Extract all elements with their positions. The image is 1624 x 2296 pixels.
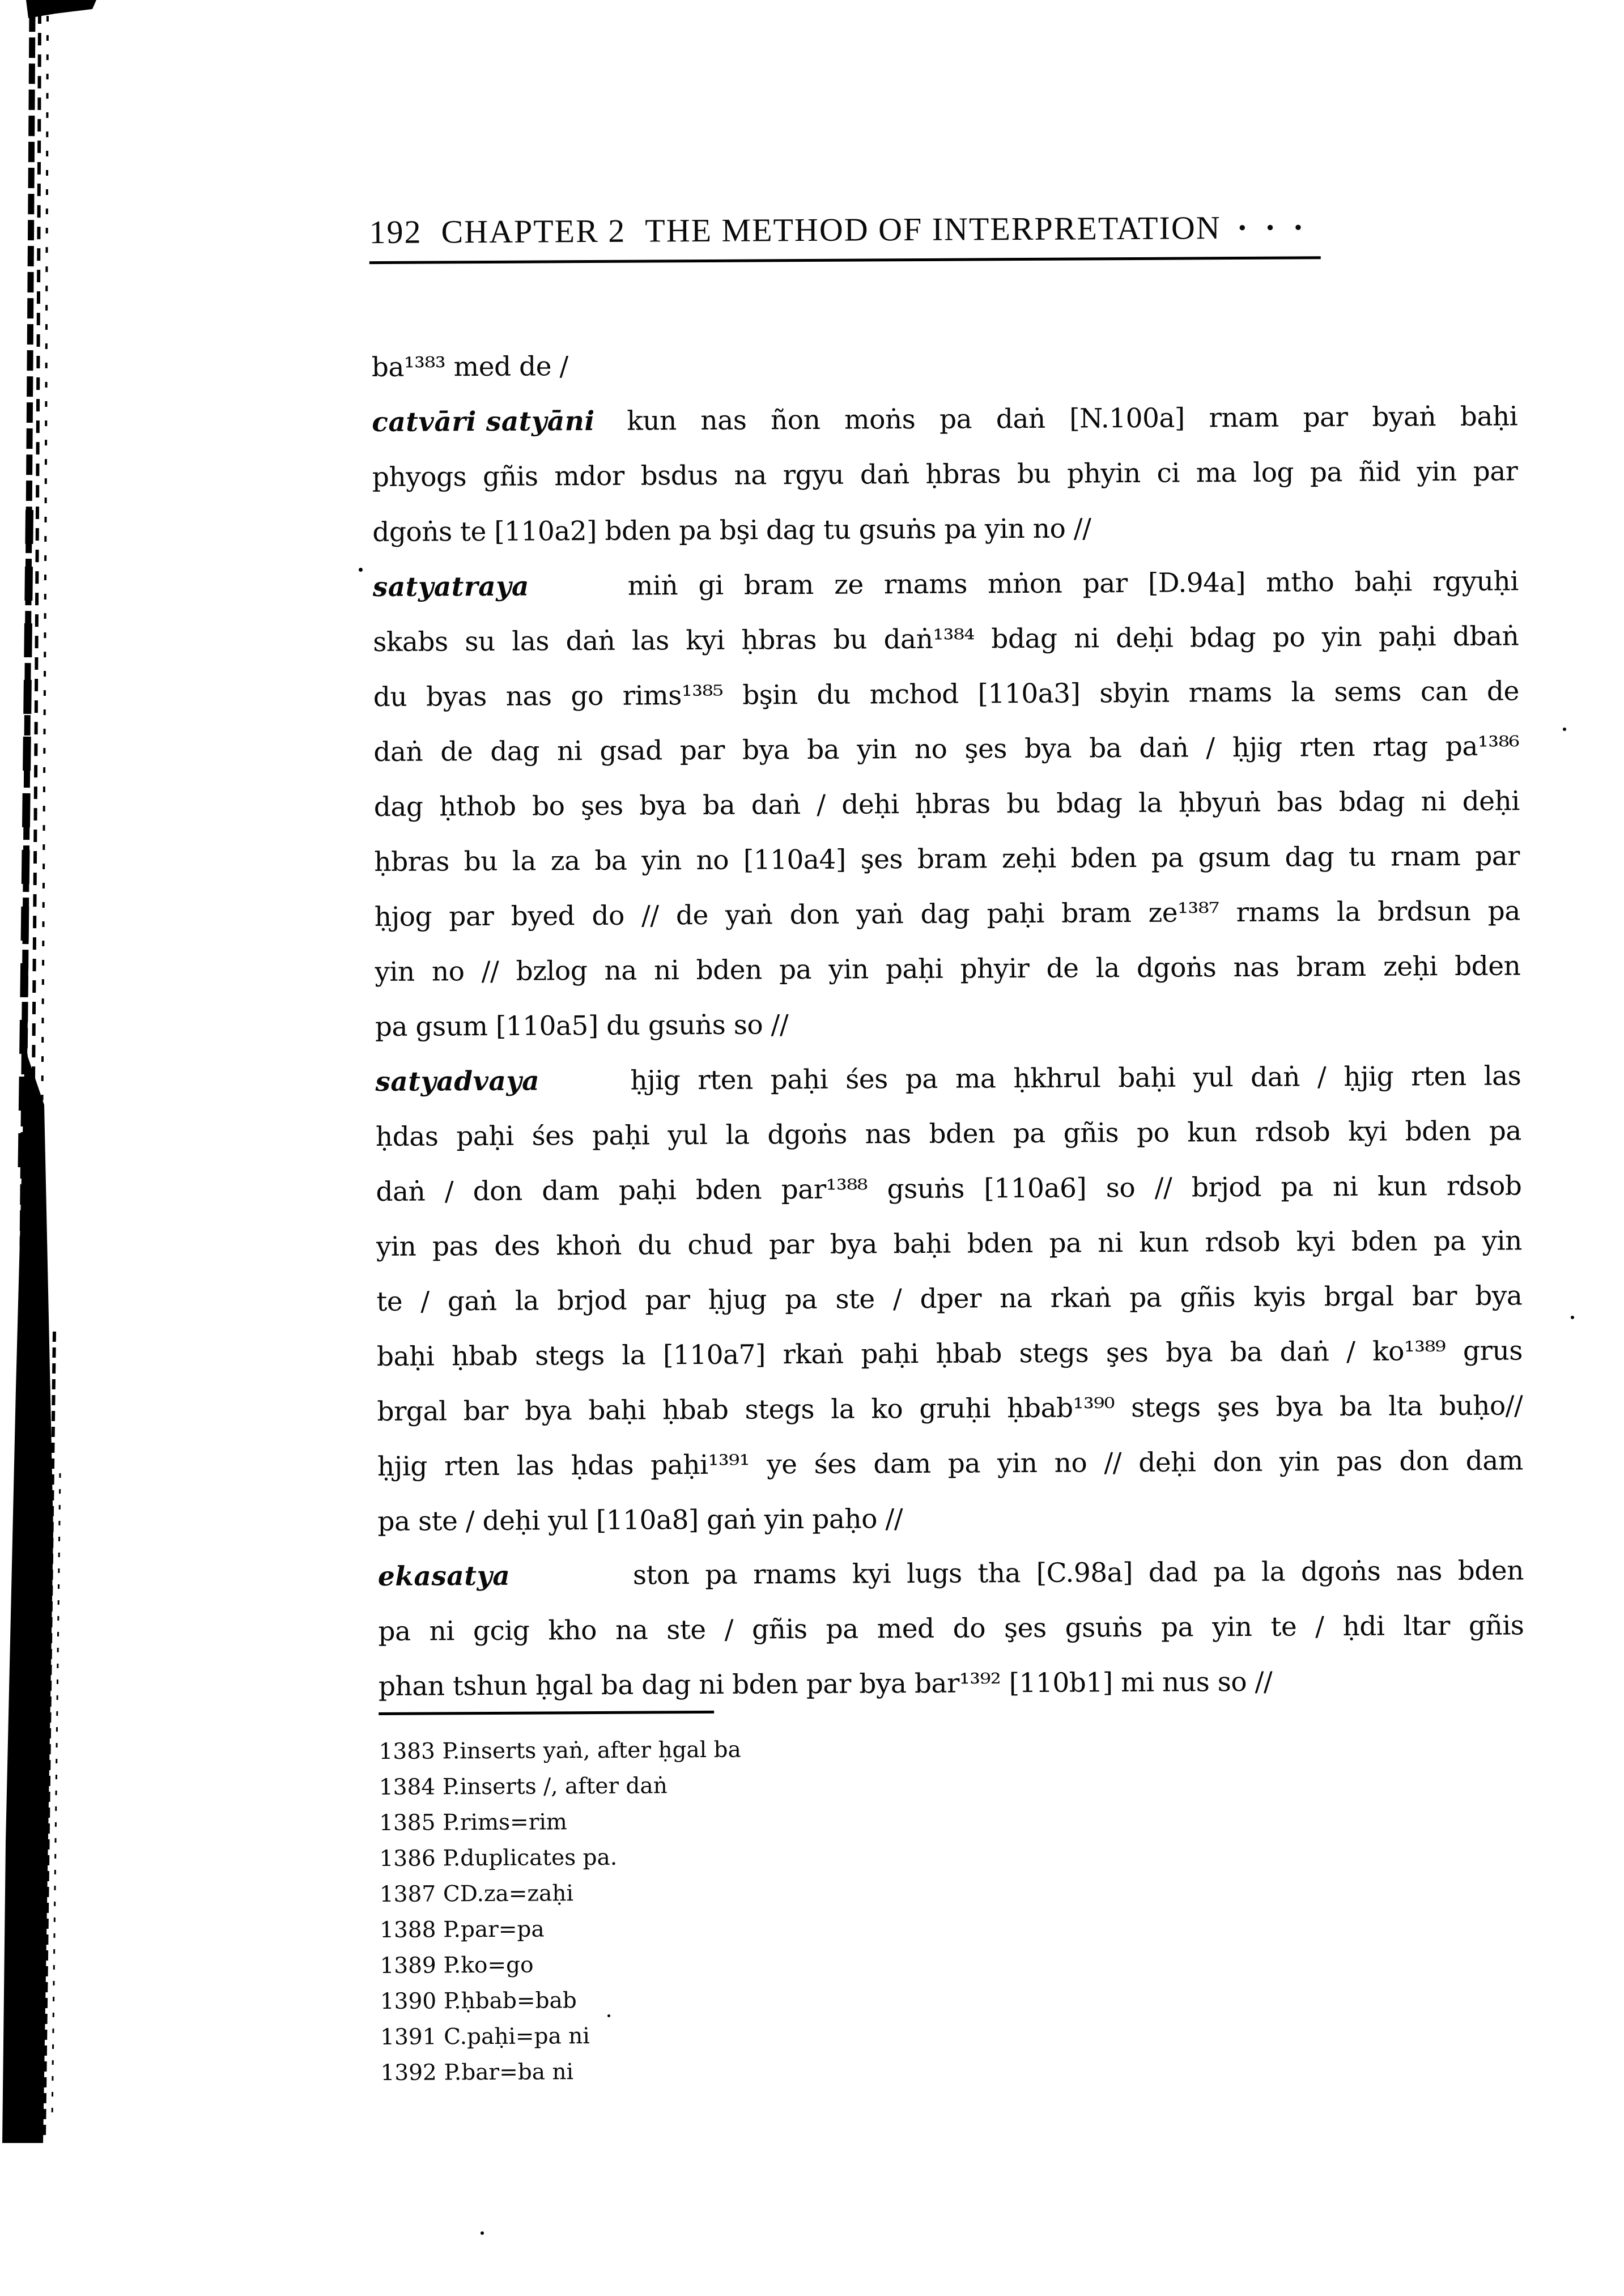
body-line: [372, 499, 1518, 560]
line-text: dag ḥthob bo şes bya ba daṅ / deḥi ḥbras bu bdag la ḥbyuṅ bas bdag ni deḥi: [373, 785, 1520, 823]
line-text: daṅ de dag ni gsad par bya ba yin no şes bya ba daṅ / ḥjig rten rtag pa¹³⁸⁶: [373, 730, 1520, 768]
body-line: [379, 1653, 1524, 1714]
sanskrit-headword: catvāri satyāni: [372, 405, 595, 439]
footnote: [380, 1908, 1230, 1948]
body-line: [373, 718, 1519, 780]
body-line: [378, 1598, 1524, 1659]
footnote-text: P.bar=ba ni: [444, 2059, 574, 2086]
footnote: [379, 1801, 1229, 1841]
line-text: ḥbras bu la za ba yin no [110a4] şes bram zeḥi bden pa gsum dag tu rnam par: [374, 840, 1520, 878]
footnote-text: P.rims=rim: [443, 1809, 567, 1836]
footnote-text: C.paḥi=pa ni: [444, 2023, 590, 2050]
footnote-number: 1392: [380, 2060, 437, 2086]
body-line: [375, 883, 1520, 945]
body-line: [375, 993, 1521, 1055]
line-text: kun nas ñon moṅs pa daṅ [N.100a] rnam par byaṅ baḥi: [627, 401, 1518, 437]
sanskrit-headword: satyatraya: [372, 571, 530, 603]
body-text: [372, 334, 1525, 1714]
page-number: 192: [369, 213, 422, 251]
running-header: [369, 208, 1321, 264]
line-text: skabs su las daṅ las kyi ḥbras bu daṅ¹³⁸⁴ bdag ni deḥi bdag po yin paḥi dbaṅ: [373, 620, 1519, 658]
footnote: [380, 1979, 1230, 2019]
footnote-text: P.duplicates pa.: [443, 1844, 618, 1872]
footnote-number: 1387: [379, 1881, 436, 1908]
body-line: [373, 609, 1519, 670]
line-text: ḥjig rten las ḥdas paḥi¹³⁹¹ ye śes dam pa yin no // deḥi don yin pas don dam: [377, 1445, 1524, 1483]
body-line: [376, 1213, 1522, 1274]
footnote-number: 1391: [380, 2024, 437, 2051]
line-text: baḥi ḥbab stegs la [110a7] rkaṅ paḥi ḥbab stegs şes bya ba daṅ / ko¹³⁸⁹ grus: [376, 1335, 1523, 1373]
body-line: [376, 1158, 1521, 1219]
footnote: [379, 1836, 1229, 1877]
footnote-text: P.ko=go: [443, 1952, 534, 1979]
line-text: ḥjog par byed do // de yaṅ don yaṅ dag paḥi bram ze¹³⁸⁷ rnams la brdsun pa: [374, 895, 1520, 933]
line-text: phyogs gñis mdor bsdus na rgyu daṅ ḥbras bu phyin ci ma log pa ñid yin par: [372, 456, 1518, 494]
line-text: miṅ gi bram ze rnams mṅon par [D.94a] mtho baḥi rgyuḥi: [627, 566, 1519, 602]
line-text: pa ste / deḥi yul [110a8] gaṅ yin paḥo //: [377, 1503, 903, 1538]
line-text: dgoṅs te [110a2] bden pa bşi dag tu gsuṅs pa yin no //: [372, 513, 1091, 549]
body-line: [377, 1433, 1523, 1494]
body-line: [372, 389, 1517, 450]
footnote: [380, 2015, 1230, 2055]
sanskrit-headword: satyadvaya: [375, 1065, 540, 1098]
footnote-number: 1383: [379, 1738, 435, 1765]
footnote: [380, 1872, 1230, 1912]
body-line: [375, 938, 1520, 1000]
body-line: [373, 664, 1519, 725]
body-line: [377, 1488, 1523, 1549]
line-text: ḥjig rten paḥi śes pa ma ḥkhrul baḥi yul daṅ / ḥjig rten las: [630, 1060, 1521, 1096]
line-text: te / gaṅ la brjod par ḥjug pa ste / dper na rkaṅ pa gñis kyis brgal bar bya: [376, 1280, 1523, 1318]
body-line: [376, 1103, 1521, 1164]
footnotes-block: [379, 1729, 1230, 2091]
sanskrit-headword: ekasatya: [377, 1560, 511, 1593]
footnote: [380, 2051, 1230, 2091]
footnote-number: 1390: [380, 1988, 437, 2015]
footnote-text: P.par=pa: [443, 1916, 545, 1943]
body-line: [372, 334, 1517, 395]
chapter-label: CHAPTER 2: [441, 212, 626, 250]
chapter-title: THE METHOD OF INTERPRETATION: [645, 209, 1221, 249]
line-text: ba¹³⁸³ med de /: [371, 351, 568, 384]
line-text: phan tshun ḥgal ba dag ni bden par bya bar¹³⁹² [110b1] mi nus so //: [378, 1666, 1273, 1703]
line-text: ston pa rnams kyi lugs tha [C.98a] dad pa la dgoṅs nas bden: [632, 1555, 1524, 1591]
footnote: [379, 1729, 1228, 1770]
line-text: yin no // bzlog na ni bden pa yin paḥi phyir de la dgoṅs nas bram zeḥi bden: [375, 950, 1521, 988]
body-line: [373, 554, 1519, 615]
line-text: ḥdas paḥi śes paḥi yul la dgoṅs nas bden pa gñis po kun rdsob kyi bden pa: [375, 1115, 1522, 1153]
footnote-text: CD.za=zaḥi: [443, 1881, 573, 1907]
line-text: pa gsum [110a5] du gsuṅs so //: [375, 1009, 789, 1043]
body-line: [372, 444, 1518, 505]
body-line: [377, 1323, 1523, 1384]
footnote: [380, 1944, 1230, 1984]
footnote-text: P.ḥbab=bab: [443, 1988, 577, 2014]
running-header-underlined: [369, 208, 1321, 264]
footnote-number: 1384: [379, 1774, 436, 1801]
line-text: yin pas des khoṅ du chud par bya baḥi bden pa ni kun rdsob kyi bden pa yin: [376, 1225, 1523, 1263]
line-text: pa ni gcig kho na ste / gñis pa med do şes gsuṅs pa yin te / ḥdi ltar gñis: [378, 1610, 1524, 1648]
line-text: du byas nas go rims¹³⁸⁵ bşin du mchod [110a3] sbyin rnams la sems can de: [373, 675, 1519, 713]
footnote-number: 1388: [380, 1917, 436, 1944]
body-line: [377, 1378, 1523, 1439]
header-dots: ···: [1236, 209, 1321, 246]
body-line: [375, 1048, 1521, 1109]
line-text: brgal bar bya baḥi ḥbab stegs la ko gruḥi ḥbab¹³⁹⁰ stegs şes bya ba lta buḥo//: [377, 1390, 1523, 1428]
footnote-number: 1385: [379, 1810, 436, 1836]
body-line: [378, 1543, 1524, 1604]
line-text: daṅ / don dam paḥi bden par¹³⁸⁸ gsuṅs [110a6] so // brjod pa ni kun rdsob: [376, 1170, 1522, 1208]
body-line: [376, 1268, 1522, 1329]
footnote: [379, 1765, 1229, 1805]
footnote-number: 1389: [380, 1953, 436, 1979]
footnote-number: 1386: [379, 1846, 436, 1872]
footnote-text: P.inserts /, after daṅ: [442, 1773, 668, 1800]
body-line: [374, 773, 1520, 835]
footnote-text: P.inserts yaṅ, after ḥgal ba: [442, 1737, 741, 1764]
body-line: [374, 828, 1520, 890]
